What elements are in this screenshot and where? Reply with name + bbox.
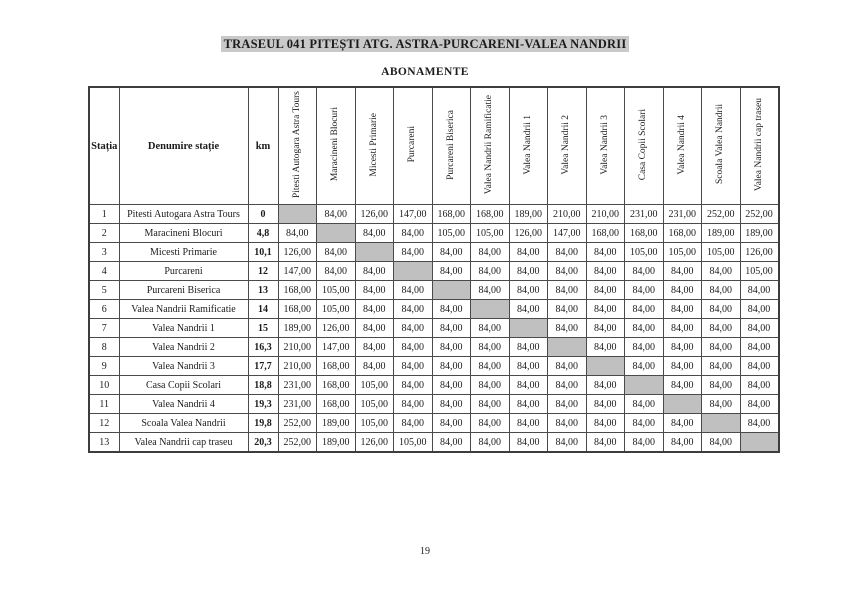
cell-fare: 105,00	[355, 376, 394, 395]
cell-fare: 84,00	[432, 338, 471, 357]
cell-fare: 84,00	[355, 338, 394, 357]
cell-fare: 189,00	[317, 414, 356, 433]
cell-fare: 189,00	[509, 205, 548, 224]
cell-fare: 168,00	[471, 205, 510, 224]
cell-fare: 84,00	[586, 395, 625, 414]
cell-station-name: Valea Nandrii 1	[119, 319, 248, 338]
cell-fare-diagonal	[663, 395, 702, 414]
table-row	[89, 300, 779, 319]
cell-station-number: 1	[89, 205, 119, 224]
cell-station-number: 5	[89, 281, 119, 300]
cell-fare: 84,00	[625, 300, 664, 319]
cell-fare: 84,00	[548, 300, 587, 319]
cell-fare: 84,00	[625, 338, 664, 357]
cell-fare: 231,00	[278, 376, 317, 395]
cell-fare: 84,00	[471, 281, 510, 300]
cell-fare: 84,00	[663, 376, 702, 395]
cell-km: 19,8	[248, 414, 278, 433]
cell-fare: 84,00	[278, 224, 317, 243]
rotated-header-label: Scoala Valea Nandrii	[715, 104, 726, 185]
cell-fare-diagonal	[394, 262, 433, 281]
cell-fare: 84,00	[394, 224, 433, 243]
col-header-station	[548, 87, 587, 205]
table-row	[89, 262, 779, 281]
cell-station-name: Micesti Primarie	[119, 243, 248, 262]
cell-station-name: Scoala Valea Nandrii	[119, 414, 248, 433]
cell-fare: 126,00	[509, 224, 548, 243]
cell-fare: 84,00	[548, 414, 587, 433]
cell-fare: 105,00	[740, 262, 779, 281]
cell-fare: 84,00	[355, 300, 394, 319]
cell-fare: 84,00	[586, 300, 625, 319]
cell-fare: 84,00	[509, 376, 548, 395]
col-header-km: km	[248, 87, 278, 205]
cell-fare: 84,00	[509, 433, 548, 453]
cell-fare: 84,00	[586, 243, 625, 262]
cell-fare: 84,00	[509, 281, 548, 300]
cell-fare: 84,00	[663, 300, 702, 319]
cell-fare: 84,00	[432, 376, 471, 395]
cell-fare: 84,00	[394, 395, 433, 414]
cell-fare: 147,00	[548, 224, 587, 243]
cell-fare: 84,00	[625, 414, 664, 433]
rotated-header-label: Valea Nandrii cap traseu	[753, 97, 764, 192]
cell-fare-diagonal	[509, 319, 548, 338]
cell-station-number: 2	[89, 224, 119, 243]
cell-fare: 84,00	[432, 395, 471, 414]
cell-fare: 168,00	[278, 300, 317, 319]
cell-km: 17,7	[248, 357, 278, 376]
fare-table	[88, 86, 780, 453]
cell-fare: 126,00	[355, 205, 394, 224]
cell-fare: 189,00	[278, 319, 317, 338]
col-header-station	[663, 87, 702, 205]
cell-km: 12	[248, 262, 278, 281]
cell-fare: 84,00	[471, 433, 510, 453]
cell-fare: 210,00	[586, 205, 625, 224]
cell-fare: 84,00	[740, 281, 779, 300]
cell-fare: 84,00	[663, 281, 702, 300]
cell-station-name: Valea Nandrii 2	[119, 338, 248, 357]
col-header-station	[471, 87, 510, 205]
cell-fare: 84,00	[548, 376, 587, 395]
cell-station-name: Valea Nandrii 3	[119, 357, 248, 376]
rotated-header-label: Maracineni Blocuri	[330, 107, 341, 182]
cell-fare-diagonal	[625, 376, 664, 395]
cell-fare: 84,00	[509, 395, 548, 414]
cell-km: 0	[248, 205, 278, 224]
rotated-header-label: Valea Nandrii 3	[599, 114, 610, 175]
cell-fare: 84,00	[509, 414, 548, 433]
cell-fare: 84,00	[471, 243, 510, 262]
col-header-station	[702, 87, 741, 205]
rotated-header-label: Micesti Primarie	[368, 112, 379, 177]
cell-km: 15	[248, 319, 278, 338]
cell-fare: 84,00	[625, 262, 664, 281]
cell-fare: 84,00	[471, 395, 510, 414]
table-row	[89, 338, 779, 357]
cell-fare: 84,00	[432, 414, 471, 433]
cell-fare: 84,00	[702, 433, 741, 453]
table-row	[89, 433, 779, 453]
cell-fare: 126,00	[317, 319, 356, 338]
col-header-statia: Stația	[89, 87, 119, 205]
cell-fare: 84,00	[702, 376, 741, 395]
cell-fare: 84,00	[702, 357, 741, 376]
cell-fare: 84,00	[471, 376, 510, 395]
col-header-station	[278, 87, 317, 205]
cell-fare: 84,00	[394, 243, 433, 262]
cell-fare: 84,00	[471, 357, 510, 376]
cell-fare: 84,00	[394, 338, 433, 357]
cell-fare: 84,00	[586, 414, 625, 433]
cell-station-name: Maracineni Blocuri	[119, 224, 248, 243]
cell-fare: 189,00	[702, 224, 741, 243]
cell-fare: 168,00	[317, 395, 356, 414]
rotated-header-label: Valea Nandrii Ramificatie	[484, 94, 495, 195]
cell-fare: 84,00	[625, 281, 664, 300]
col-header-station	[355, 87, 394, 205]
col-header-denumire-statie: Denumire stație	[119, 87, 248, 205]
table-row	[89, 281, 779, 300]
cell-fare-diagonal	[355, 243, 394, 262]
cell-station-number: 11	[89, 395, 119, 414]
cell-fare: 252,00	[740, 205, 779, 224]
cell-fare: 105,00	[471, 224, 510, 243]
cell-fare: 84,00	[509, 300, 548, 319]
cell-fare-diagonal	[471, 300, 510, 319]
cell-fare-diagonal	[586, 357, 625, 376]
table-row	[89, 319, 779, 338]
cell-fare: 168,00	[586, 224, 625, 243]
cell-fare: 147,00	[317, 338, 356, 357]
cell-fare: 84,00	[471, 338, 510, 357]
cell-fare-diagonal	[548, 338, 587, 357]
cell-fare: 84,00	[432, 433, 471, 453]
cell-station-number: 7	[89, 319, 119, 338]
cell-fare: 84,00	[432, 243, 471, 262]
cell-fare: 84,00	[586, 376, 625, 395]
cell-km: 16,3	[248, 338, 278, 357]
cell-fare: 105,00	[394, 433, 433, 453]
rotated-header-label: Valea Nandrii 2	[561, 114, 572, 175]
cell-fare: 84,00	[740, 319, 779, 338]
table-row	[89, 205, 779, 224]
cell-fare: 84,00	[355, 281, 394, 300]
cell-fare: 147,00	[394, 205, 433, 224]
cell-fare: 84,00	[548, 281, 587, 300]
cell-fare: 252,00	[278, 414, 317, 433]
header-row	[89, 87, 779, 205]
cell-fare: 84,00	[586, 281, 625, 300]
cell-fare: 105,00	[702, 243, 741, 262]
col-header-station	[740, 87, 779, 205]
col-header-station	[625, 87, 664, 205]
cell-fare: 84,00	[471, 414, 510, 433]
cell-fare: 84,00	[663, 338, 702, 357]
cell-fare: 84,00	[702, 281, 741, 300]
cell-km: 19,3	[248, 395, 278, 414]
table-row	[89, 376, 779, 395]
cell-fare: 84,00	[355, 224, 394, 243]
document-title	[0, 0, 850, 52]
cell-fare: 84,00	[394, 319, 433, 338]
table-row	[89, 395, 779, 414]
cell-fare: 84,00	[586, 433, 625, 453]
col-header-station	[509, 87, 548, 205]
cell-km: 14	[248, 300, 278, 319]
cell-station-name: Purcareni Biserica	[119, 281, 248, 300]
cell-fare: 105,00	[317, 300, 356, 319]
fare-table-body	[89, 205, 779, 453]
cell-km: 4,8	[248, 224, 278, 243]
cell-fare: 126,00	[278, 243, 317, 262]
cell-fare: 84,00	[625, 395, 664, 414]
cell-fare: 84,00	[586, 319, 625, 338]
cell-fare: 168,00	[432, 205, 471, 224]
cell-station-name: Valea Nandrii 4	[119, 395, 248, 414]
cell-fare: 84,00	[355, 357, 394, 376]
cell-fare: 210,00	[278, 338, 317, 357]
cell-fare: 84,00	[663, 262, 702, 281]
cell-fare: 84,00	[625, 357, 664, 376]
document-subtitle: ABONAMENTE	[381, 66, 469, 78]
table-row	[89, 357, 779, 376]
cell-fare: 84,00	[663, 319, 702, 338]
cell-fare: 84,00	[317, 205, 356, 224]
cell-km: 10,1	[248, 243, 278, 262]
page-number: 19	[420, 546, 430, 557]
cell-fare: 105,00	[355, 395, 394, 414]
cell-station-name: Valea Nandrii cap traseu	[119, 433, 248, 453]
cell-station-name: Valea Nandrii Ramificatie	[119, 300, 248, 319]
cell-fare: 210,00	[548, 205, 587, 224]
cell-fare: 84,00	[548, 433, 587, 453]
cell-station-number: 13	[89, 433, 119, 453]
table-row	[89, 414, 779, 433]
cell-fare: 231,00	[278, 395, 317, 414]
cell-fare: 84,00	[355, 319, 394, 338]
cell-fare: 84,00	[663, 414, 702, 433]
table-row	[89, 224, 779, 243]
cell-station-number: 6	[89, 300, 119, 319]
cell-fare: 168,00	[278, 281, 317, 300]
cell-fare: 84,00	[740, 300, 779, 319]
cell-fare: 84,00	[586, 262, 625, 281]
cell-fare: 84,00	[702, 395, 741, 414]
cell-fare: 252,00	[278, 433, 317, 453]
cell-fare: 84,00	[432, 319, 471, 338]
cell-fare: 168,00	[317, 376, 356, 395]
rotated-header-label: Pitesti Autogara Astra Tours	[291, 90, 302, 199]
cell-fare: 84,00	[509, 262, 548, 281]
cell-fare: 84,00	[702, 319, 741, 338]
cell-fare-diagonal	[740, 433, 779, 453]
cell-station-number: 12	[89, 414, 119, 433]
cell-fare: 84,00	[663, 433, 702, 453]
cell-station-number: 4	[89, 262, 119, 281]
cell-fare: 84,00	[317, 262, 356, 281]
rotated-header-label: Purcareni Biserica	[445, 109, 456, 180]
cell-fare: 189,00	[740, 224, 779, 243]
cell-fare: 84,00	[432, 300, 471, 319]
cell-fare: 84,00	[509, 357, 548, 376]
document-title-text: TRASEUL 041 PITEȘTI ATG. ASTRA-PURCARENI-VALEA NANDRII	[221, 36, 630, 52]
rotated-header-label: Valea Nandrii 1	[522, 114, 533, 175]
cell-fare: 84,00	[394, 376, 433, 395]
cell-fare: 84,00	[548, 395, 587, 414]
cell-fare: 105,00	[663, 243, 702, 262]
cell-fare: 84,00	[432, 262, 471, 281]
cell-fare: 84,00	[355, 262, 394, 281]
cell-fare: 84,00	[432, 357, 471, 376]
cell-fare-diagonal	[317, 224, 356, 243]
cell-station-number: 9	[89, 357, 119, 376]
cell-fare: 84,00	[394, 414, 433, 433]
col-header-station	[586, 87, 625, 205]
cell-fare: 84,00	[740, 414, 779, 433]
cell-fare: 84,00	[548, 262, 587, 281]
cell-fare: 84,00	[702, 262, 741, 281]
cell-fare: 105,00	[432, 224, 471, 243]
cell-station-number: 10	[89, 376, 119, 395]
table-row	[89, 243, 779, 262]
cell-fare: 84,00	[702, 300, 741, 319]
cell-fare: 189,00	[317, 433, 356, 453]
rotated-header-label: Valea Nandrii 4	[676, 114, 687, 175]
rotated-header-label: Purcareni	[407, 126, 418, 163]
cell-fare: 84,00	[317, 243, 356, 262]
cell-fare: 84,00	[663, 357, 702, 376]
cell-fare: 210,00	[278, 357, 317, 376]
cell-km: 20,3	[248, 433, 278, 453]
cell-station-name: Pitesti Autogara Astra Tours	[119, 205, 248, 224]
cell-fare: 84,00	[394, 300, 433, 319]
cell-fare: 84,00	[548, 319, 587, 338]
cell-fare: 84,00	[625, 319, 664, 338]
cell-fare: 147,00	[278, 262, 317, 281]
cell-fare: 84,00	[625, 433, 664, 453]
cell-fare-diagonal	[278, 205, 317, 224]
cell-fare: 84,00	[702, 338, 741, 357]
col-header-station	[317, 87, 356, 205]
cell-fare: 84,00	[548, 243, 587, 262]
col-header-station	[394, 87, 433, 205]
cell-fare: 84,00	[740, 376, 779, 395]
col-header-station	[432, 87, 471, 205]
cell-station-name: Purcareni	[119, 262, 248, 281]
cell-station-name: Casa Copii Scolari	[119, 376, 248, 395]
rotated-header-label: Casa Copii Scolari	[638, 108, 649, 181]
cell-fare: 84,00	[740, 395, 779, 414]
cell-fare: 84,00	[394, 281, 433, 300]
cell-fare: 84,00	[509, 243, 548, 262]
cell-fare: 126,00	[740, 243, 779, 262]
cell-fare: 168,00	[625, 224, 664, 243]
cell-fare: 84,00	[548, 357, 587, 376]
cell-fare: 84,00	[471, 319, 510, 338]
cell-fare: 84,00	[394, 357, 433, 376]
cell-fare: 84,00	[740, 357, 779, 376]
cell-station-number: 8	[89, 338, 119, 357]
cell-km: 18,8	[248, 376, 278, 395]
cell-fare: 84,00	[740, 338, 779, 357]
cell-fare: 168,00	[663, 224, 702, 243]
cell-fare: 126,00	[355, 433, 394, 453]
cell-fare-diagonal	[702, 414, 741, 433]
cell-fare: 84,00	[586, 338, 625, 357]
cell-fare: 231,00	[625, 205, 664, 224]
cell-station-number: 3	[89, 243, 119, 262]
cell-fare: 105,00	[355, 414, 394, 433]
cell-fare: 168,00	[317, 357, 356, 376]
cell-fare: 105,00	[317, 281, 356, 300]
cell-fare-diagonal	[432, 281, 471, 300]
cell-fare: 84,00	[471, 262, 510, 281]
cell-fare: 84,00	[509, 338, 548, 357]
cell-fare: 252,00	[702, 205, 741, 224]
cell-km: 13	[248, 281, 278, 300]
cell-fare: 231,00	[663, 205, 702, 224]
cell-fare: 105,00	[625, 243, 664, 262]
